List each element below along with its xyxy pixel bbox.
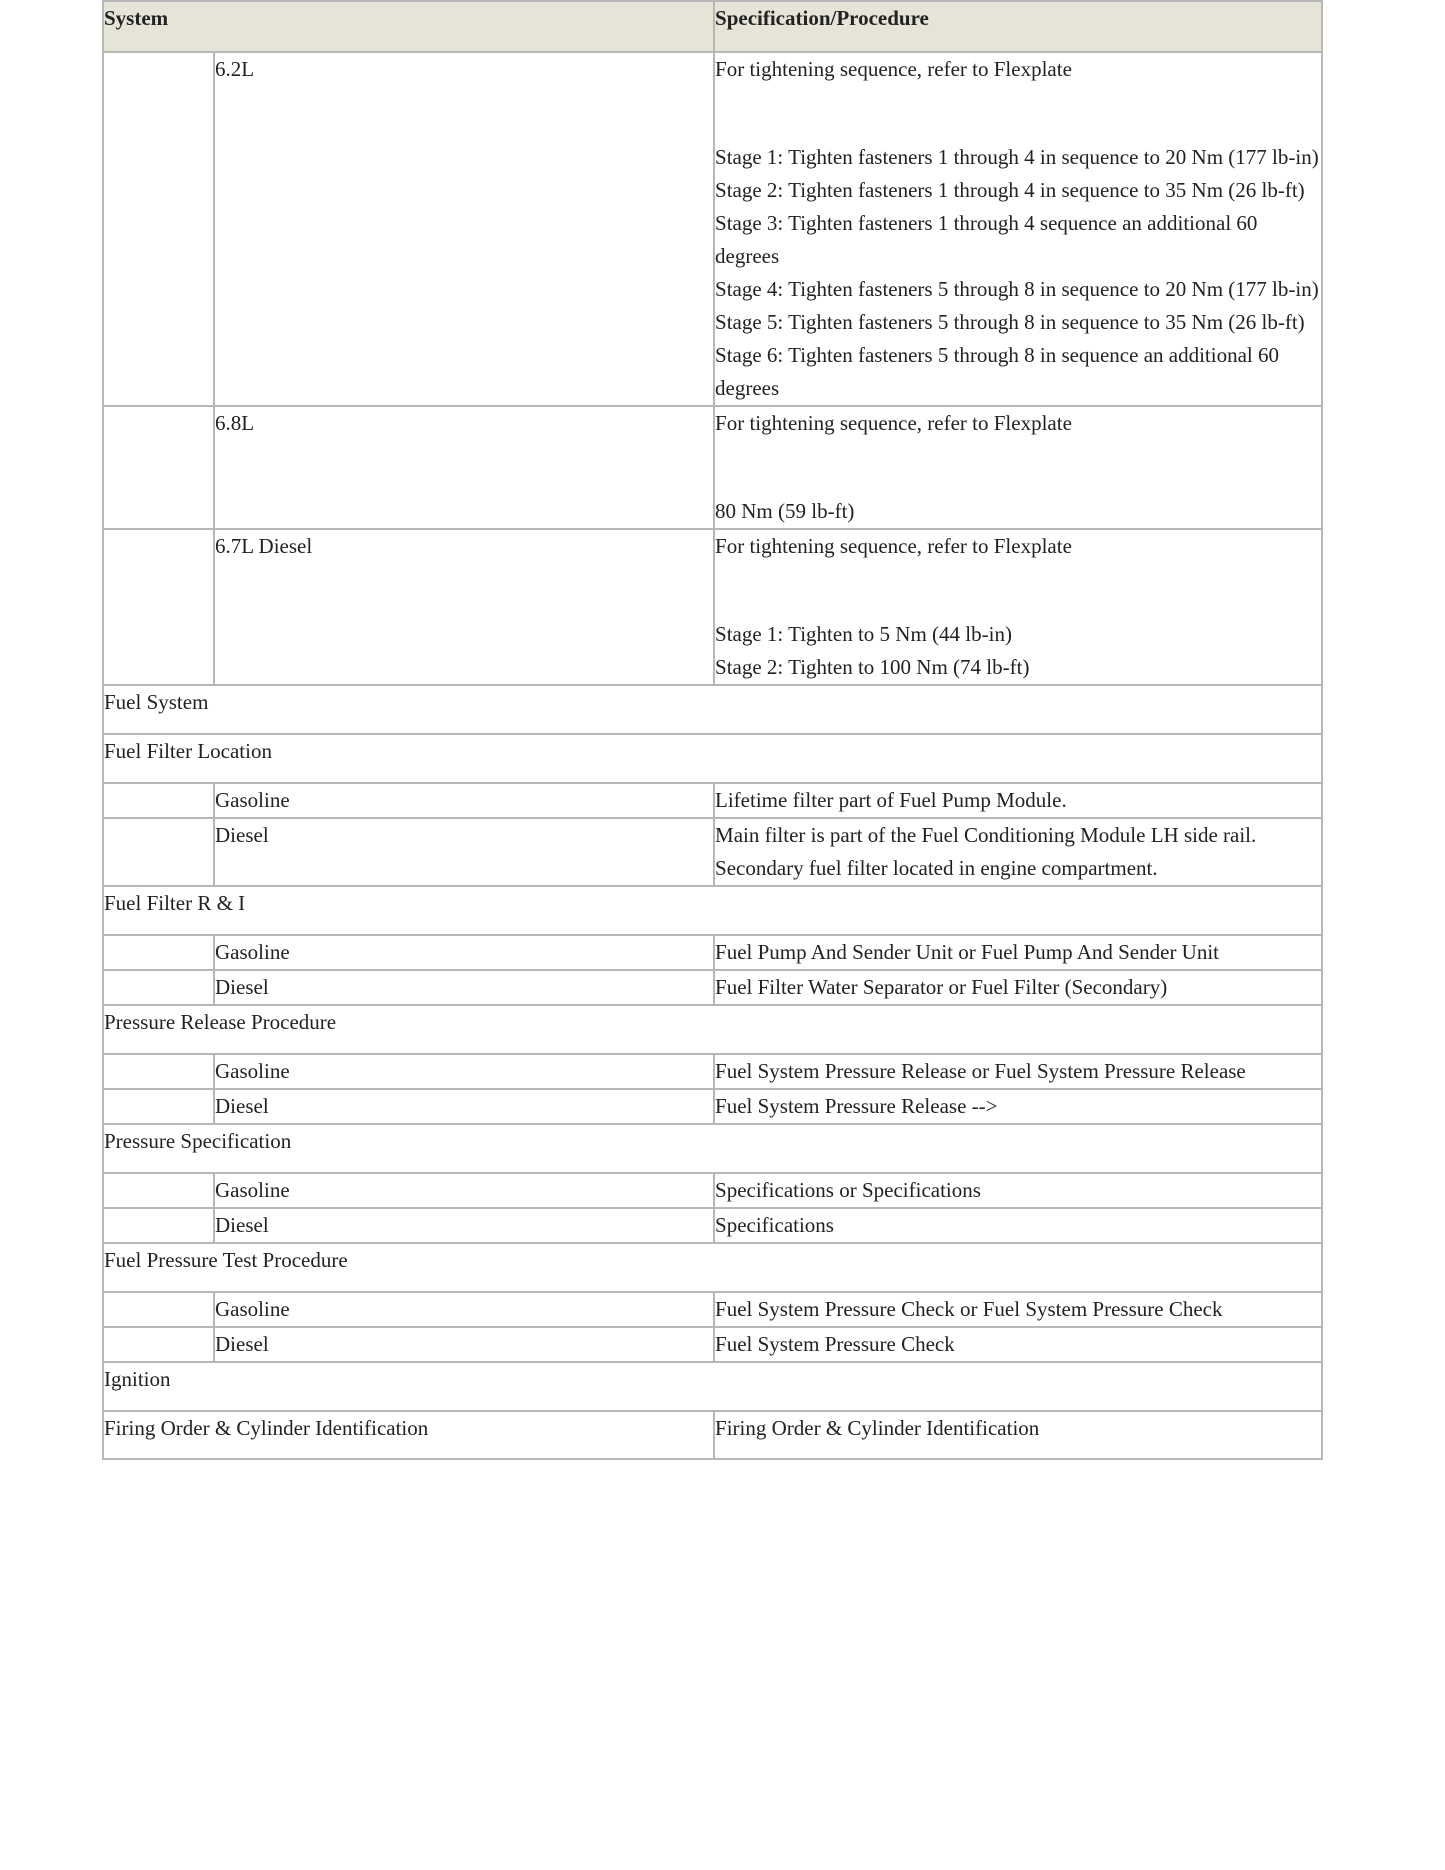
torque-step: Stage 1: Tighten fasteners 1 through 4 in sequence to 20 Nm (177 lb-in) bbox=[715, 145, 1319, 169]
procedure-link[interactable]: Fuel System Pressure Check bbox=[714, 1327, 1322, 1362]
subsection-row-pressure-test bbox=[103, 1243, 1322, 1292]
header-spec: Specification/Procedure bbox=[714, 1, 1322, 52]
engine-row-6-8l bbox=[103, 406, 1322, 529]
procedure-link[interactable]: Fuel System Pressure Release or Fuel System Pressure Release bbox=[714, 1054, 1322, 1089]
spec-table bbox=[102, 0, 1323, 1460]
engine-label: 6.2L bbox=[214, 52, 714, 406]
fuel-type-label: Diesel bbox=[214, 818, 714, 886]
procedure-link[interactable]: Specifications bbox=[714, 1208, 1322, 1243]
flexplate-link[interactable]: For tightening sequence, refer to Flexplate bbox=[715, 57, 1072, 81]
indent-cell bbox=[103, 1054, 214, 1089]
engine-label: 6.7L Diesel bbox=[214, 529, 714, 685]
procedure-link[interactable]: Fuel Filter Water Separator or Fuel Filter (Secondary) bbox=[714, 970, 1322, 1005]
subsection-title: Pressure Release Procedure bbox=[103, 1005, 1322, 1054]
engine-spec bbox=[714, 406, 1322, 529]
header-system: System bbox=[103, 1, 714, 52]
engine-row-6-2l bbox=[103, 52, 1322, 406]
indent-cell bbox=[103, 783, 214, 818]
engine-row-6-7l-diesel bbox=[103, 529, 1322, 685]
procedure-link[interactable]: Fuel System Pressure Release --> bbox=[714, 1089, 1322, 1124]
table-row bbox=[103, 935, 1322, 970]
indent-cell bbox=[103, 1208, 214, 1243]
table-row bbox=[103, 1411, 1322, 1459]
table-row bbox=[103, 1089, 1322, 1124]
fuel-type-label: Gasoline bbox=[214, 1054, 714, 1089]
indent-cell bbox=[103, 935, 214, 970]
table-row bbox=[103, 1208, 1322, 1243]
fuel-type-label: Diesel bbox=[214, 1327, 714, 1362]
table-row bbox=[103, 970, 1322, 1005]
flexplate-link[interactable]: For tightening sequence, refer to Flexplate bbox=[715, 534, 1072, 558]
fuel-type-label: Diesel bbox=[214, 970, 714, 1005]
indent-cell bbox=[103, 406, 214, 529]
fuel-type-label: Diesel bbox=[214, 1089, 714, 1124]
indent-cell bbox=[103, 529, 214, 685]
torque-step: Stage 6: Tighten fasteners 5 through 8 in sequence an additional 60 degrees bbox=[715, 343, 1280, 400]
subsection-row-filter-ri bbox=[103, 886, 1322, 935]
section-row-ignition bbox=[103, 1362, 1322, 1411]
torque-step: 80 Nm (59 lb-ft) bbox=[715, 499, 855, 523]
torque-step: Stage 3: Tighten fasteners 1 through 4 sequence an additional 60 degrees bbox=[715, 211, 1258, 268]
firing-order-link[interactable]: Firing Order & Cylinder Identification bbox=[714, 1411, 1322, 1459]
torque-step: Stage 2: Tighten fasteners 1 through 4 in sequence to 35 Nm (26 lb-ft) bbox=[715, 178, 1305, 202]
table-row bbox=[103, 818, 1322, 886]
firing-order-label: Firing Order & Cylinder Identification bbox=[103, 1411, 714, 1459]
engine-spec bbox=[714, 52, 1322, 406]
subsection-row-pressure-release bbox=[103, 1005, 1322, 1054]
table-row bbox=[103, 1327, 1322, 1362]
indent-cell bbox=[103, 52, 214, 406]
engine-label: 6.8L bbox=[214, 406, 714, 529]
table-row bbox=[103, 783, 1322, 818]
subsection-title: Fuel Pressure Test Procedure bbox=[103, 1243, 1322, 1292]
fuel-type-label: Gasoline bbox=[214, 935, 714, 970]
indent-cell bbox=[103, 1292, 214, 1327]
flexplate-link[interactable]: For tightening sequence, refer to Flexplate bbox=[715, 411, 1072, 435]
torque-step: Stage 4: Tighten fasteners 5 through 8 in sequence to 20 Nm (177 lb-in) bbox=[715, 277, 1319, 301]
procedure-link[interactable]: Fuel Pump And Sender Unit or Fuel Pump And Sender Unit bbox=[714, 935, 1322, 970]
torque-step: Stage 5: Tighten fasteners 5 through 8 in sequence to 35 Nm (26 lb-ft) bbox=[715, 310, 1305, 334]
indent-cell bbox=[103, 1089, 214, 1124]
subsection-row-pressure-spec bbox=[103, 1124, 1322, 1173]
table-row bbox=[103, 1054, 1322, 1089]
torque-step: Stage 1: Tighten to 5 Nm (44 lb-in) bbox=[715, 622, 1012, 646]
spec-value: Lifetime filter part of Fuel Pump Module. bbox=[714, 783, 1322, 818]
fuel-type-label: Gasoline bbox=[214, 1173, 714, 1208]
subsection-title: Pressure Specification bbox=[103, 1124, 1322, 1173]
section-title: Ignition bbox=[103, 1362, 1322, 1411]
procedure-link[interactable]: Fuel System Pressure Check or Fuel System Pressure Check bbox=[714, 1292, 1322, 1327]
subsection-row-filter-location bbox=[103, 734, 1322, 783]
indent-cell bbox=[103, 970, 214, 1005]
subsection-title: Fuel Filter Location bbox=[103, 734, 1322, 783]
table-header-row bbox=[103, 1, 1322, 52]
subsection-title: Fuel Filter R & I bbox=[103, 886, 1322, 935]
spec-value: Main filter is part of the Fuel Conditioning Module LH side rail. Secondary fuel filter located in engine compartment. bbox=[714, 818, 1322, 886]
procedure-link[interactable]: Specifications or Specifications bbox=[714, 1173, 1322, 1208]
fuel-type-label: Gasoline bbox=[214, 1292, 714, 1327]
fuel-type-label: Diesel bbox=[214, 1208, 714, 1243]
fuel-type-label: Gasoline bbox=[214, 783, 714, 818]
torque-step: Stage 2: Tighten to 100 Nm (74 lb-ft) bbox=[715, 655, 1030, 679]
table-row bbox=[103, 1173, 1322, 1208]
table-row bbox=[103, 1292, 1322, 1327]
indent-cell bbox=[103, 1327, 214, 1362]
section-title: Fuel System bbox=[103, 685, 1322, 734]
indent-cell bbox=[103, 1173, 214, 1208]
indent-cell bbox=[103, 818, 214, 886]
section-row-fuel-system bbox=[103, 685, 1322, 734]
engine-spec bbox=[714, 529, 1322, 685]
